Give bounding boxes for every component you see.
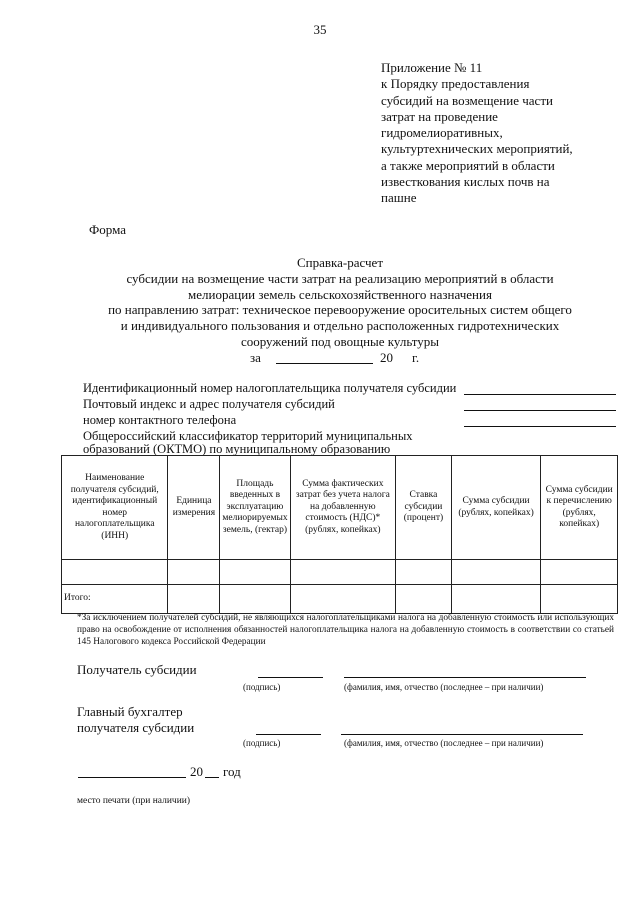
date-year-line[interactable]: [205, 777, 219, 778]
title-line: субсидии на возмещение части затрат на реализацию мероприятий в области: [126, 270, 554, 286]
name-caption: (фамилия, имя, отчество (последнее – при наличии): [344, 682, 544, 692]
period-suffix: г.: [412, 350, 420, 365]
appendix-line: к Порядку предоставления: [381, 76, 530, 92]
signature-caption: (подпись): [243, 682, 281, 692]
col-header-unit: Единица измерения: [168, 456, 220, 560]
period-prefix: за: [250, 350, 261, 365]
phone-field[interactable]: [464, 426, 616, 427]
recipient-name-line[interactable]: [344, 677, 586, 678]
col-header-area: Площадь введенных в эксплуатацию мелиорируемых земель, (гектар): [220, 456, 290, 560]
period-blank[interactable]: [276, 363, 373, 364]
accountant-label-line1: Главный бухгалтер: [77, 704, 183, 719]
signature-caption: (подпись): [243, 738, 281, 748]
col-header-costs: Сумма фактических затрат без учета налога на добавленную стоимость (НДС)* (рублях, копейках): [290, 456, 396, 560]
col-header-rate: Ставка субсидии (процент): [396, 456, 452, 560]
footnote: *За исключением получателей субсидий, не являющихся налогоплательщиками налога на добавленную стоимость или использующих право на освобождение от исполнения обязанностей налогоплательщика налога на добавленную стоимость в соответствии со статьей 145 Налогового кодекса Российской Федерации: [77, 613, 614, 647]
accountant-name-line[interactable]: [341, 734, 583, 735]
table-cell[interactable]: [168, 560, 220, 585]
col-header-subsidy: Сумма субсидии (рублях, копейках): [451, 456, 541, 560]
title-line: по направлению затрат: техническое перевооружение оросительных систем общего: [108, 302, 572, 318]
table-row: [62, 560, 618, 585]
oktmo-label-line1: Общероссийский классификатор территорий муниципальных: [83, 429, 413, 443]
period-year: 20: [380, 350, 393, 365]
appendix-line: гидромелиоративных,: [381, 125, 503, 141]
col-header-transfer: Сумма субсидии к перечислению (рублях, копейках): [541, 456, 618, 560]
page-number: 35: [313, 22, 327, 37]
title-line: мелиорации земель сельскохозяйственного назначения: [188, 286, 492, 302]
total-label: Итого:: [62, 585, 168, 614]
table-cell[interactable]: [62, 560, 168, 585]
table-cell[interactable]: [220, 585, 290, 614]
table-header-row: [62, 456, 618, 560]
address-field[interactable]: [464, 410, 616, 411]
accountant-label-line2: получателя субсидии: [77, 720, 195, 735]
title-line: сооружений под овощные культуры: [240, 333, 440, 349]
appendix-line: культуртехнических мероприятий,: [381, 141, 573, 157]
date-day-line[interactable]: [78, 777, 186, 778]
inn-field[interactable]: [464, 394, 616, 395]
table-cell[interactable]: [541, 560, 618, 585]
name-caption: (фамилия, имя, отчество (последнее – при наличии): [344, 738, 544, 748]
title-line: и индивидуального пользования и отдельно расположенных гидротехнических: [120, 318, 560, 334]
table-cell[interactable]: [451, 585, 541, 614]
table-cell[interactable]: [451, 560, 541, 585]
table-cell[interactable]: [290, 585, 396, 614]
table-total-row: [62, 585, 618, 614]
table-cell[interactable]: [290, 560, 396, 585]
appendix-line: известкования кислых почв на: [381, 174, 550, 190]
address-label: Почтовый индекс и адрес получателя субсидий: [83, 397, 335, 411]
table-cell[interactable]: [396, 585, 452, 614]
appendix-line: затрат на проведение: [381, 108, 498, 124]
accountant-signature-line[interactable]: [256, 734, 321, 735]
oktmo-label-line2: образований (ОКТМО) по муниципальному образованию: [83, 442, 391, 456]
col-header-recipient: Наименование получателя субсидий, идентификационный номер налогоплательщика (ИНН): [62, 456, 168, 560]
appendix-line: Приложение № 11: [381, 60, 483, 75]
seal-place: место печати (при наличии): [77, 796, 191, 806]
appendix-header: [381, 60, 621, 207]
appendix-line: пашне: [381, 190, 417, 206]
table-cell[interactable]: [396, 560, 452, 585]
table-cell[interactable]: [541, 585, 618, 614]
date-year-prefix: 20: [190, 764, 203, 779]
calculation-table: [61, 455, 618, 614]
phone-label: номер контактного телефона: [83, 413, 237, 427]
title-line: Справка-расчет: [296, 255, 384, 270]
form-label: Форма: [89, 222, 126, 237]
recipient-label: Получатель субсидии: [77, 662, 197, 677]
table-cell[interactable]: [220, 560, 290, 585]
inn-label: Идентификационный номер налогоплательщика получателя субсидии: [83, 381, 457, 395]
date-year-suffix: год: [223, 764, 241, 779]
document-title: [40, 255, 640, 350]
table-cell[interactable]: [168, 585, 220, 614]
appendix-line: субсидий на возмещение части: [381, 92, 553, 108]
appendix-line: а также мероприятий в области: [381, 157, 555, 173]
recipient-signature-line[interactable]: [258, 677, 323, 678]
